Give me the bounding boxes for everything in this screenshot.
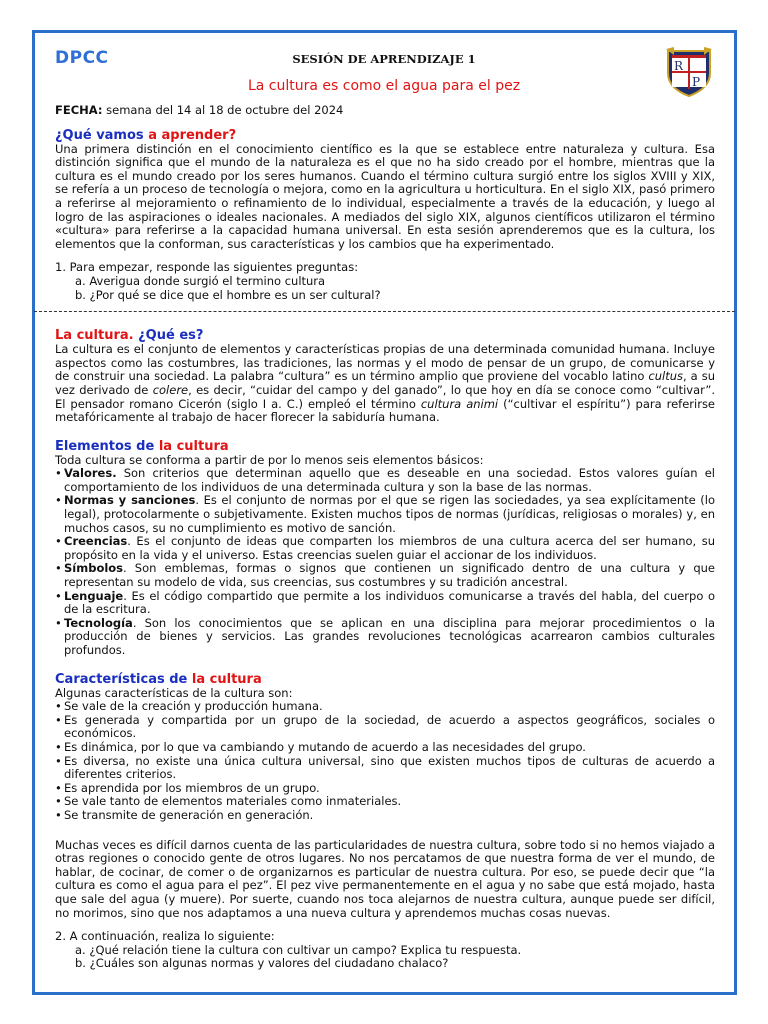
text-run: , a su vez derivado de [55, 369, 716, 397]
task-item: b. ¿Cuáles son algunas normas y valores del ciudadano chalaco? [75, 956, 449, 971]
characteristics-list [55, 700, 715, 822]
element-item [55, 617, 715, 658]
element-term: Normas y sanciones [64, 493, 196, 508]
element-text: . Son emblemas, formas o signos que contienen un significado dentro de una cultura y que representan su modelo de vida, sus creencias, sus costumbres y su tradición ancestral. [64, 561, 715, 590]
characteristic-item: • Se vale de la creación y producción humana. [55, 700, 715, 714]
element-item [55, 494, 715, 535]
element-text: . Es el código compartido que permite a los individuos comunicarse a través del habla, del cuerpo o de la escritura. [64, 588, 715, 617]
heading-part: ¿Qué vamos [55, 127, 149, 143]
characteristic-item: • Es diversa, no existe una única cultura universal, sino que existen muchos tipos de culturas de acuerdo a diferentes criterios. [55, 755, 715, 782]
task-item: a. ¿Qué relación tiene la cultura con cultivar un campo? Explica tu respuesta. [75, 942, 522, 957]
intro-paragraph: Una primera distinción en el conocimiento científico es la que se establece entre naturaleza y cultura. Esa distinción significa que el mundo de la naturaleza es el que no ha sido creado por el hombre, mientras que la cultura es el mundo creado por los seres humanos. Cuando el término cultura surgió entre los siglos XVIII y XIX, se refería a un proceso de tecnología o mejora, como en la agricultura u horticultura. En el siglo XIX, pasó primero a referirse al mejoramiento o refinamiento de lo individual, especialmente a través de la educación, y luego al logro de las aspiraciones o ideales nacionales. A mediados del siglo XIX, algunos científicos utilizaron el término «cultura» para referirse a la capacidad humana universal. En esta sesión aprenderemos que es la cultura, los elementos que la conforman, sus características y los cambios que ha experimentado. [55, 141, 715, 251]
document-body [55, 104, 715, 971]
text-run: (“cultivar el espíritu”) para referirse metafóricamente al trabajo de hacer florecer la sabiduría humana. [55, 396, 716, 425]
element-term: Símbolos [64, 561, 124, 576]
task-intro: 2. A continuación, realiza lo siguiente: [55, 929, 275, 944]
element-term: Valores. [64, 466, 117, 481]
task-list [55, 944, 715, 971]
characteristic-item: • Es aprendida por los miembros de un grupo. [55, 782, 715, 796]
heading-part: ¿Qué es? [138, 328, 204, 344]
element-item [55, 590, 715, 617]
heading-part: Elementos de [55, 438, 159, 454]
date-value: semana del 14 al 18 de octubre del 2024 [106, 103, 344, 117]
characteristic-item: • Se vale tanto de elementos materiales como inmateriales. [55, 795, 715, 809]
text-run-italic: cultus [648, 369, 684, 384]
question-list [55, 275, 715, 302]
section-heading-learn [55, 128, 715, 143]
section-heading-characteristics [55, 672, 715, 687]
date-label: FECHA: [55, 103, 103, 117]
text-run-italic: colere [152, 382, 189, 397]
fish-water-paragraph: Muchas veces es difícil darnos cuenta de las particularidades de nuestra cultura, sobre todo si no hemos viajado a otras regiones o conocido gente de otros lugares. No nos percatamos de que nuestra forma de ver el mundo, de hablar, de cocinar, de comer o de organizarnos es particular de nuestra cultura. Por eso, se puede decir que “la cultura es como el agua para el pez”. El pez vive permanentemente en el agua y no sabe que está mojado, hasta que sale del agua (y muere). Por suerte, cuando nos toca alejarnos de nuestra cultura, aunque puede ser difícil, no morimos, sino que nos adaptamos a una nueva cultura y aprendemos muchas cosas nuevas. [55, 837, 715, 920]
date-line [55, 104, 715, 118]
school-crest-icon [664, 45, 714, 97]
question-intro: 1. Para empezar, responde las siguientes preguntas: [55, 260, 359, 275]
element-text: . Es el conjunto de normas por el que se rigen las sociedades, ya sea explícitamente (lo legal), protocolarmente o subjetivamente. Existen muchos tipos de normas (jurídicas, religiosas o morales) y, en muchos casos, su no cumplimiento es motivo de sanción. [64, 493, 715, 535]
heading-part: Características de [55, 671, 192, 687]
characteristic-item: • Es generada y compartida por un grupo de la sociedad, de acuerdo a aspectos geográficos, sociales o económicos. [55, 714, 715, 741]
characteristics-intro: Algunas características de la cultura son: [55, 685, 293, 700]
elements-list [55, 467, 715, 657]
element-term: Tecnología [64, 615, 133, 630]
question-item: a. Averigua donde surgió el termino cultura [75, 273, 326, 288]
heading-part-red: la cultura [158, 438, 229, 454]
section-heading-elements [55, 439, 715, 454]
main-title: La cultura es como el agua para el pez [247, 78, 521, 94]
section-heading-what-is [55, 328, 715, 343]
heading-part-red: La cultura. [55, 328, 139, 344]
culture-definition-paragraph [55, 343, 715, 425]
crest-letter-p: P [692, 75, 701, 89]
element-text: Son criterios que determinan aquello que es deseable en una sociedad. Estos valores guían el comportamiento de los individuos de una determinada cultura y son la base de las normas. [64, 466, 715, 494]
element-text: . Son los conocimientos que se aplican en una disciplina para mejorar procedimientos o la producción de bienes y servicios. Las grandes revoluciones tecnológicas acarrearon cambios culturales profundos. [64, 615, 715, 657]
elements-intro: Toda cultura se conforma a partir de por lo menos seis elementos básicos: [55, 452, 484, 467]
text-run-italic: cultura animi [420, 396, 499, 411]
text-run: , es decir, “cuidar del campo y del ganado”, lo que hoy en día se conoce como “cultivar”. El pensador romano Cicerón (siglo I a. C.) empleó el término [55, 382, 715, 411]
element-item [55, 467, 715, 494]
element-item [55, 562, 715, 589]
dpcc-logo: DPCC [55, 48, 109, 68]
crest-letter-r: R [674, 59, 684, 73]
question-item: b. ¿Por qué se dice que el hombre es un ser cultural? [75, 287, 381, 302]
heading-part-red: a aprender? [148, 127, 237, 143]
session-title: SESIÓN DE APRENDIZAJE 1 [292, 52, 476, 66]
element-text: . Es el conjunto de ideas que comparten los miembros de una cultura acerca del ser humano, su propósito en la vida y el universo. Estas creencias suelen guiar el accionar de los individuos. [64, 534, 715, 562]
element-item [55, 535, 715, 562]
element-term: Lenguaje [64, 588, 124, 603]
element-term: Creencias [64, 534, 128, 549]
text-run: La cultura es el conjunto de elementos y características propias de una determinada comunidad humana. Incluye aspectos como las costumbres, las tradiciones, las normas y el modo de pensar de un grupo, de comunicarse y de construir una sociedad. La palabra “cultura” es un término amplio que proviene del vocablo latino [55, 342, 715, 384]
characteristic-item: • Se transmite de generación en generación. [55, 809, 715, 823]
characteristic-item: • Es dinámica, por lo que va cambiando y mutando de acuerdo a las necesidades del grupo. [55, 741, 715, 755]
heading-part-red: la cultura [191, 671, 262, 687]
